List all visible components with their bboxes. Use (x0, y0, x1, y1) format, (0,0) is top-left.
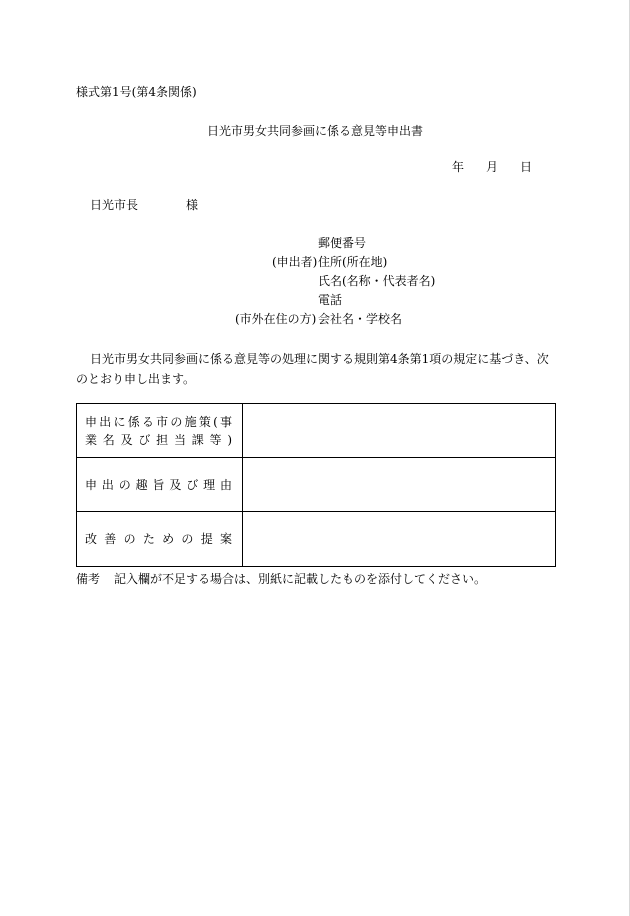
name-label: 氏名(名称・代表者名) (318, 274, 436, 288)
table-row (77, 458, 555, 512)
policy-field[interactable] (243, 404, 555, 457)
purpose-field[interactable] (243, 458, 555, 511)
remarks-text: 記入欄が不足する場合は、別紙に記載したものを添付してください。 (114, 572, 487, 586)
applicant-prefix: (申出者) (272, 255, 318, 269)
submission-table (76, 403, 556, 567)
proposal-field[interactable] (243, 512, 555, 566)
date-year-label: 年 (452, 160, 465, 174)
date-day-label: 日 (520, 160, 533, 174)
row-label-purpose (77, 458, 243, 511)
non-resident-prefix: (市外在住の方) (235, 312, 317, 326)
remarks (76, 573, 486, 585)
addressee (90, 199, 198, 211)
row-label-proposal (77, 512, 243, 566)
address-label: 住所(所在地) (318, 255, 388, 269)
addressee-honorific: 様 (186, 198, 199, 212)
row-label-line: 業名及び担当課等) (85, 432, 234, 447)
date-line (452, 161, 532, 173)
document-title: 日光市男女共同参画に係る意見等申出書 (206, 124, 423, 138)
company-school-label: 会社名・学校名 (318, 312, 403, 326)
phone-label: 電話 (318, 293, 343, 307)
row-label-policy (77, 404, 243, 457)
date-month-label: 月 (486, 160, 499, 174)
row-label-line: 申出の趣旨及び理由 (85, 477, 234, 492)
row-label-line: 申出に係る市の施策(事 (85, 414, 234, 429)
intro-paragraph: 日光市男女共同参画に係る意見等の処理に関する規則第4条第1項の規定に基づき、次のとおり申し出ます。 (76, 352, 549, 386)
form-number: 様式第1号(第4条関係) (76, 85, 197, 99)
table-row (77, 512, 555, 566)
addressee-name: 日光市長 (90, 198, 139, 212)
table-row (77, 404, 555, 458)
postal-code-label: 郵便番号 (318, 236, 367, 250)
remarks-heading: 備考 (76, 572, 101, 586)
row-label-line: 改善のための提案 (85, 532, 234, 546)
